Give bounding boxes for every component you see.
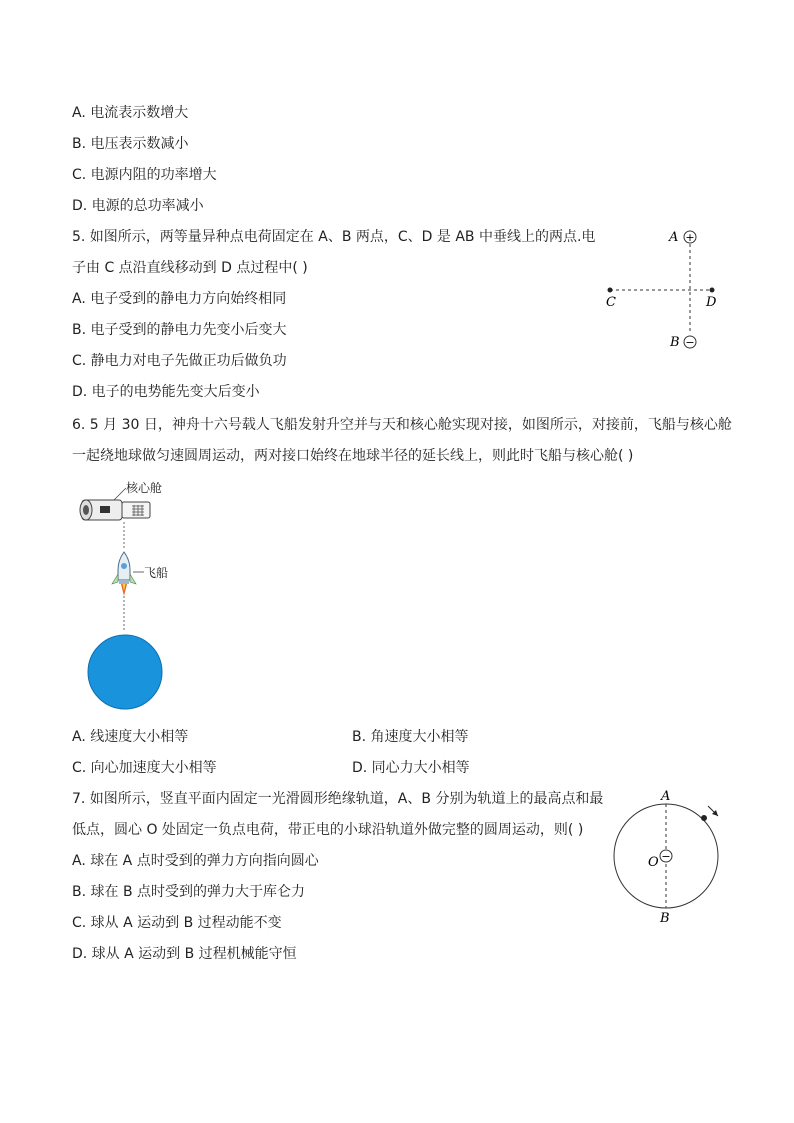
q6-option-b: B. 角速度大小相等 xyxy=(352,729,469,745)
q7-stem-line1: 7. 如图所示，竖直平面内固定一光滑圆形绝缘轨道，A、B 分别为轨道上的最高点和最 xyxy=(72,791,604,807)
q5-option-a: A. 电子受到的静电力方向始终相同 xyxy=(72,291,287,307)
label-a: A xyxy=(669,230,679,245)
ship-label: 飞船 xyxy=(144,566,169,580)
q7-track-figure xyxy=(600,786,740,928)
module-label: 核心舱 xyxy=(126,481,163,495)
q4-option-b: B. 电压表示数减小 xyxy=(72,136,189,152)
label-o: O xyxy=(648,855,659,870)
q5-stem-line2: 子由 C 点沿直线移动到 D 点过程中( ) xyxy=(72,260,308,276)
q5-charge-diagram xyxy=(596,222,726,352)
label-c: C xyxy=(606,295,616,310)
q6-option-a: A. 线速度大小相等 xyxy=(72,729,189,745)
q7-option-d: D. 球从 A 运动到 B 过程机械能守恒 xyxy=(72,946,297,962)
q6-option-d: D. 同心力大小相等 xyxy=(352,760,470,776)
label-a7: A xyxy=(661,789,671,804)
q5-option-d: D. 电子的电势能先变大后变小 xyxy=(72,384,260,400)
q5-option-c: C. 静电力对电子先做正功后做负功 xyxy=(72,353,287,369)
label-b7: B xyxy=(660,911,670,926)
ball-dot xyxy=(701,815,707,821)
q7-option-a: A. 球在 A 点时受到的弹力方向指向圆心 xyxy=(72,853,319,869)
label-d: D xyxy=(706,295,717,310)
q4-option-c: C. 电源内阻的功率增大 xyxy=(72,167,217,183)
q6-option-c: C. 向心加速度大小相等 xyxy=(72,760,217,776)
label-b: B xyxy=(670,335,680,350)
core-module-icon xyxy=(80,500,150,520)
point-c-dot xyxy=(608,288,613,293)
q4-option-d: D. 电源的总功率减小 xyxy=(72,198,204,214)
q5-option-b: B. 电子受到的静电力先变小后变大 xyxy=(72,322,287,338)
q4-option-a: A. 电流表示数增大 xyxy=(72,105,189,121)
q5-stem-line1: 5. 如图所示，两等量异种点电荷固定在 A、B 两点，C、D 是 AB 中垂线上的两点.电 xyxy=(72,229,596,245)
q6-stem-line2: 一起绕地球做匀速圆周运动，两对接口始终在地球半径的延长线上，则此时飞船与核心舱( ) xyxy=(72,448,634,464)
spacecraft-icon xyxy=(112,552,136,596)
q7-option-b: B. 球在 B 点时受到的弹力大于库仑力 xyxy=(72,884,306,900)
point-d-dot xyxy=(710,288,715,293)
sign-b: − xyxy=(685,336,695,349)
sign-o: − xyxy=(661,850,671,863)
sign-a: + xyxy=(685,231,695,244)
q7-stem-line2: 低点，圆心 O 处固定一负点电荷，带正电的小球沿轨道外做完整的圆周运动，则( ) xyxy=(72,822,584,838)
q6-stem-line1: 6. 5 月 30 日，神舟十六号载人飞船发射升空并与天和核心舱实现对接，如图所示，对接前，飞船与核心舱 xyxy=(72,417,732,433)
q7-option-c: C. 球从 A 运动到 B 过程动能不变 xyxy=(72,915,282,931)
q6-orbit-figure xyxy=(72,474,272,719)
earth-icon xyxy=(88,635,162,709)
